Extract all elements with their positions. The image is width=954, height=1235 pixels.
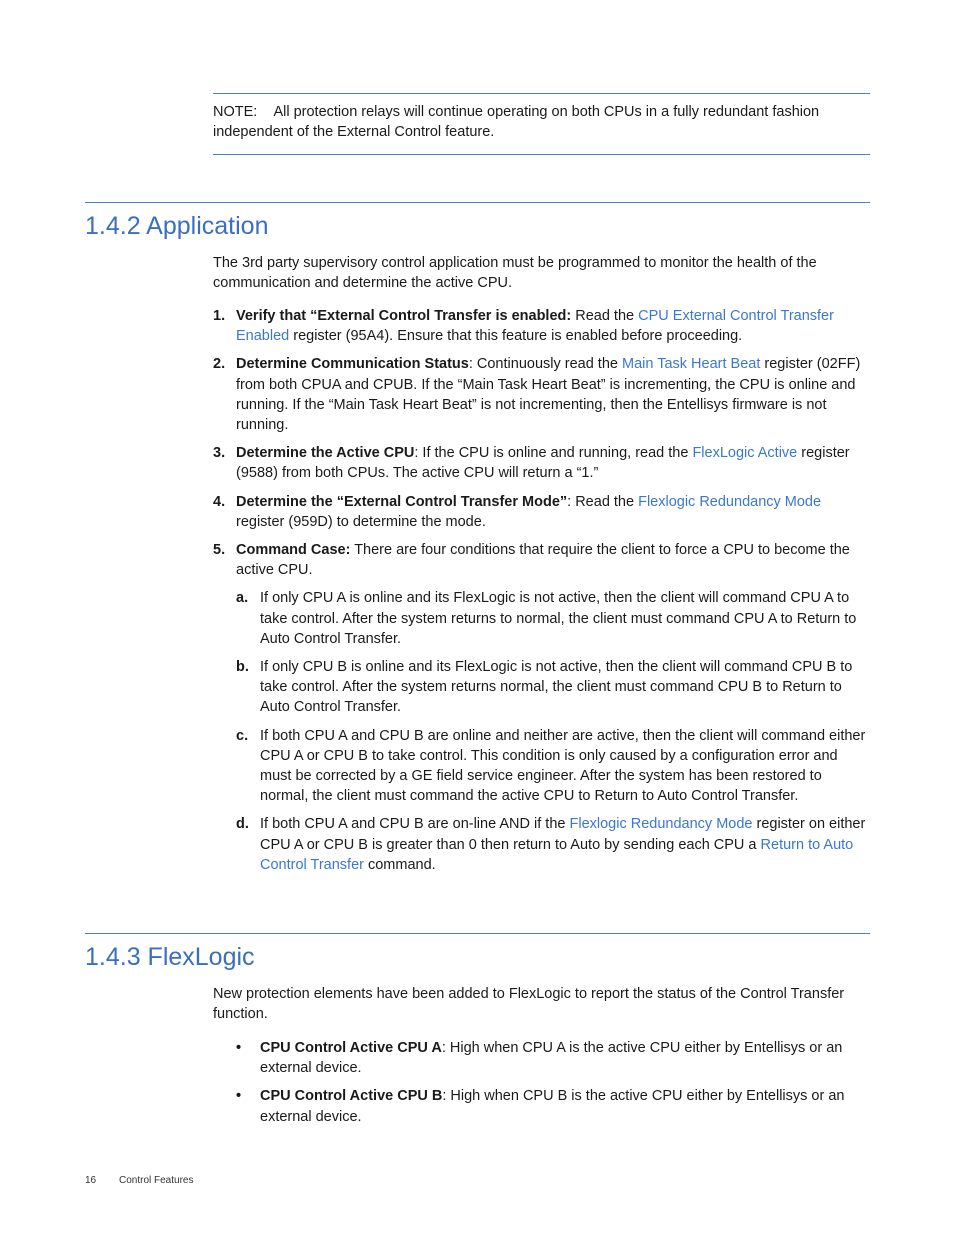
steps-list (213, 306, 869, 883)
step-title: Verify that “External Control Transfer is enabled: (236, 308, 572, 324)
list-item (213, 540, 869, 580)
sub-item-text: register on either CPU A or CPU B is greater than 0 then return to Auto by sending each CPU a (260, 816, 866, 853)
command-case-sublist (236, 588, 869, 875)
step-title: Command Case: (236, 542, 351, 559)
bullet-glyph: • (236, 1040, 242, 1056)
sub-item-text: command. (363, 856, 436, 873)
step-text: : Read the (567, 493, 639, 510)
sub-list-item (236, 726, 869, 807)
link-flexlogic-redundancy-mode[interactable]: Flexlogic Redundancy Mode (569, 816, 753, 833)
bullet-title: CPU Control Active CPU A (260, 1040, 442, 1056)
step-text: register (959D) to determine the mode. (236, 513, 486, 530)
section-142-heading: 1.4.2 Application (85, 212, 269, 240)
note-bottom-rule (213, 154, 870, 155)
step-text: There are four conditions that require the client to force a CPU to become the active CPU. (236, 542, 850, 579)
sub-list-item (236, 657, 869, 718)
list-item (213, 354, 869, 435)
list-number: 2. (213, 356, 226, 373)
step-text: Read the (571, 308, 639, 324)
link-cpu-external-control-transfer-enabled[interactable]: CPU External Control Transfer Enabled (236, 308, 834, 345)
step-title: Determine the Active CPU (236, 445, 415, 462)
list-number: 1. (213, 308, 226, 324)
step-text: : If the CPU is online and running, read the (414, 445, 693, 462)
bullet-item (236, 1038, 869, 1078)
footer-page-number: 16 (85, 1175, 97, 1186)
step-text: register (95A4). Ensure that this feature is enabled before proceeding. (289, 328, 743, 345)
bullet-text: : High when CPU A is the active CPU either by Entellisys or an external device. (260, 1040, 843, 1077)
step-text: register (9588) from both CPUs. The active CPU will return a “1.” (236, 445, 850, 482)
list-number: 5. (213, 542, 226, 559)
flexlogic-bullet-list (236, 1038, 869, 1135)
section-142-intro-wrap (213, 253, 873, 293)
link-return-to-auto-control-transfer[interactable]: Return to Auto Control Transfer (260, 836, 854, 873)
sub-list-letter: c. (236, 727, 249, 744)
note-text: All protection relays will continue operating on both CPUs in a fully redundant fashion independent of the External Control feature. (213, 104, 820, 140)
step-title: Determine Communication Status (236, 356, 469, 373)
bullet-item (236, 1086, 869, 1126)
link-main-task-heart-beat[interactable]: Main Task Heart Beat (622, 356, 761, 373)
sub-item-text: If both CPU A and CPU B are on-line AND if the (260, 816, 570, 833)
list-item (213, 492, 869, 532)
list-number: 4. (213, 493, 226, 510)
list-item (213, 306, 869, 346)
sub-list-item (236, 588, 869, 649)
bullet-text: : High when CPU B is the active CPU either by Entellisys or an external device. (260, 1088, 845, 1125)
section-143-rule (85, 933, 870, 934)
sub-list-item (236, 814, 869, 875)
sub-item-text: If both CPU A and CPU B are online and neither are active, then the client will command either CPU A or CPU B to take control. This condition is only caused by a configuration error and must be corrected by a GE field service engineer. After the system has been restored to normal, the client must command the active CPU to Return to Auto Control Transfer. (260, 727, 866, 805)
step-text: : Continuously read the (468, 356, 622, 373)
note (213, 102, 869, 142)
step-text: register (02FF) from both CPUA and CPUB. If the “Main Task Heart Beat” is incrementing, the CPU is online and running. If the “Main Task Heart Beat” is not incrementing, then the Entellisys firmware is not running. (236, 356, 861, 434)
sub-list-letter: d. (236, 816, 249, 833)
sub-item-text: If only CPU B is online and its FlexLogic is not active, then the client will command CPU B to take control. After the system returns normal, the client must command CPU B to Return to Auto Control Transfer. (260, 659, 853, 716)
link-flexlogic-redundancy-mode[interactable]: Flexlogic Redundancy Mode (638, 493, 822, 510)
note-label: NOTE: (213, 104, 258, 120)
section-143-heading: 1.4.3 FlexLogic (85, 943, 255, 971)
section-143-intro: New protection elements have been added to FlexLogic to report the status of the Control Transfer function. (213, 986, 845, 1022)
sub-list-letter: b. (236, 659, 249, 676)
link-flexlogic-active[interactable]: FlexLogic Active (692, 445, 798, 462)
list-item (213, 443, 869, 483)
section-143-intro-wrap (213, 984, 853, 1024)
bullet-glyph: • (236, 1088, 242, 1105)
list-number: 3. (213, 445, 226, 462)
footer-section-name: Control Features (119, 1175, 194, 1186)
note-top-rule (213, 93, 870, 94)
bullet-title: CPU Control Active CPU B (260, 1088, 443, 1105)
step-title: Determine the “External Control Transfer Mode” (236, 493, 568, 510)
section-142-rule (85, 202, 870, 203)
section-142-intro: The 3rd party supervisory control application must be programmed to monitor the health of the communication and determine the active CPU. (213, 255, 817, 291)
sub-item-text: If only CPU A is online and its FlexLogic is not active, then the client will command CPU A to take control. After the system returns to normal, the client must command CPU A to Return to Auto Control Transfer. (260, 590, 857, 647)
sub-list-letter: a. (236, 590, 249, 607)
